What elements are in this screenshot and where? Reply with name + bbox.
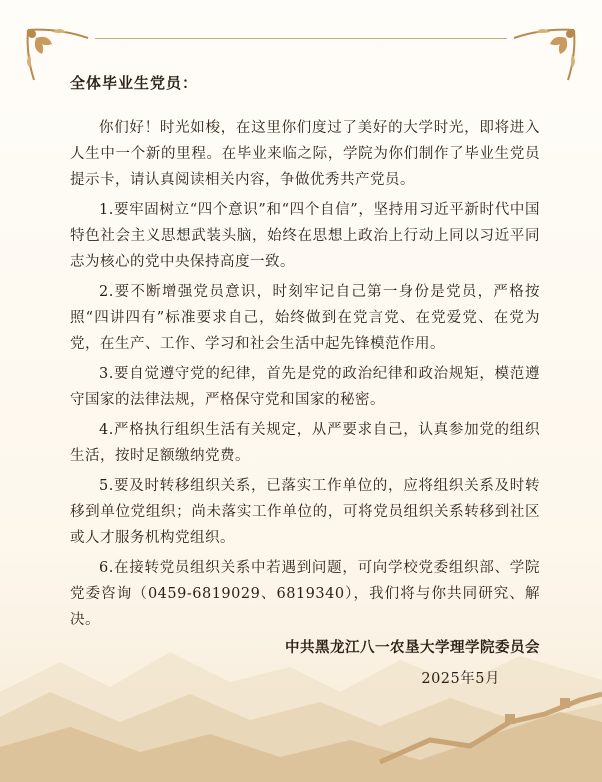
salutation: 全体毕业生党员： [70,74,199,92]
paragraph-item-6: 6.在接转党员组织关系中若遇到问题，可向学校党委组织部、学院党委咨询（0459-6819029、6819340），我们将与你共同研究、解决。 [70,560,540,628]
paragraph-item-5: 5.要及时转移组织关系，已落实工作单位的，应将组织关系及时转移到单位党组织；尚未落实工作单位的，可将党员组织关系转移到社区或人才服务机构党组织。 [70,478,540,546]
letter-body [70,72,540,637]
top-divider [95,38,507,39]
paragraph-item-4: 4.严格执行组织生活有关规定，从严要求自己，认真参加党的组织生活，按时足额缴纳党费。 [70,422,540,464]
paragraph-item-2: 2.要不断增强党员意识，时刻牢记自己第一身份是党员，严格按照“四讲四有”标准要求自己，始终做到在党言党、在党爱党、在党为党，在生产、工作、学习和社会生活中起先锋模范作用。 [70,284,540,352]
signature-date: 2025年5月 [421,671,500,687]
paragraph-item-3: 3.要自觉遵守党的纪律，首先是党的政治纪律和政治规矩，模范遵守国家的法律法规，严格保守党和国家的秘密。 [70,366,540,408]
signature-block [285,636,540,688]
paragraph-item-1: 1.要牢固树立“四个意识”和“四个自信”，坚持用习近平新时代中国特色社会主义思想武装头脑，始终在思想上政治上行动上同以习近平同志为核心的党中央保持高度一致。 [70,202,540,270]
signature-organization: 中共黑龙江八一农垦大学理学院委员会 [285,639,540,656]
paragraph-greeting: 你们好！时光如梭，在这里你们度过了美好的大学时光，即将进入人生中一个新的里程。在毕业来临之际，学院为你们制作了毕业生党员提示卡，请认真阅读相关内容，争做优秀共产党员。 [70,120,540,188]
